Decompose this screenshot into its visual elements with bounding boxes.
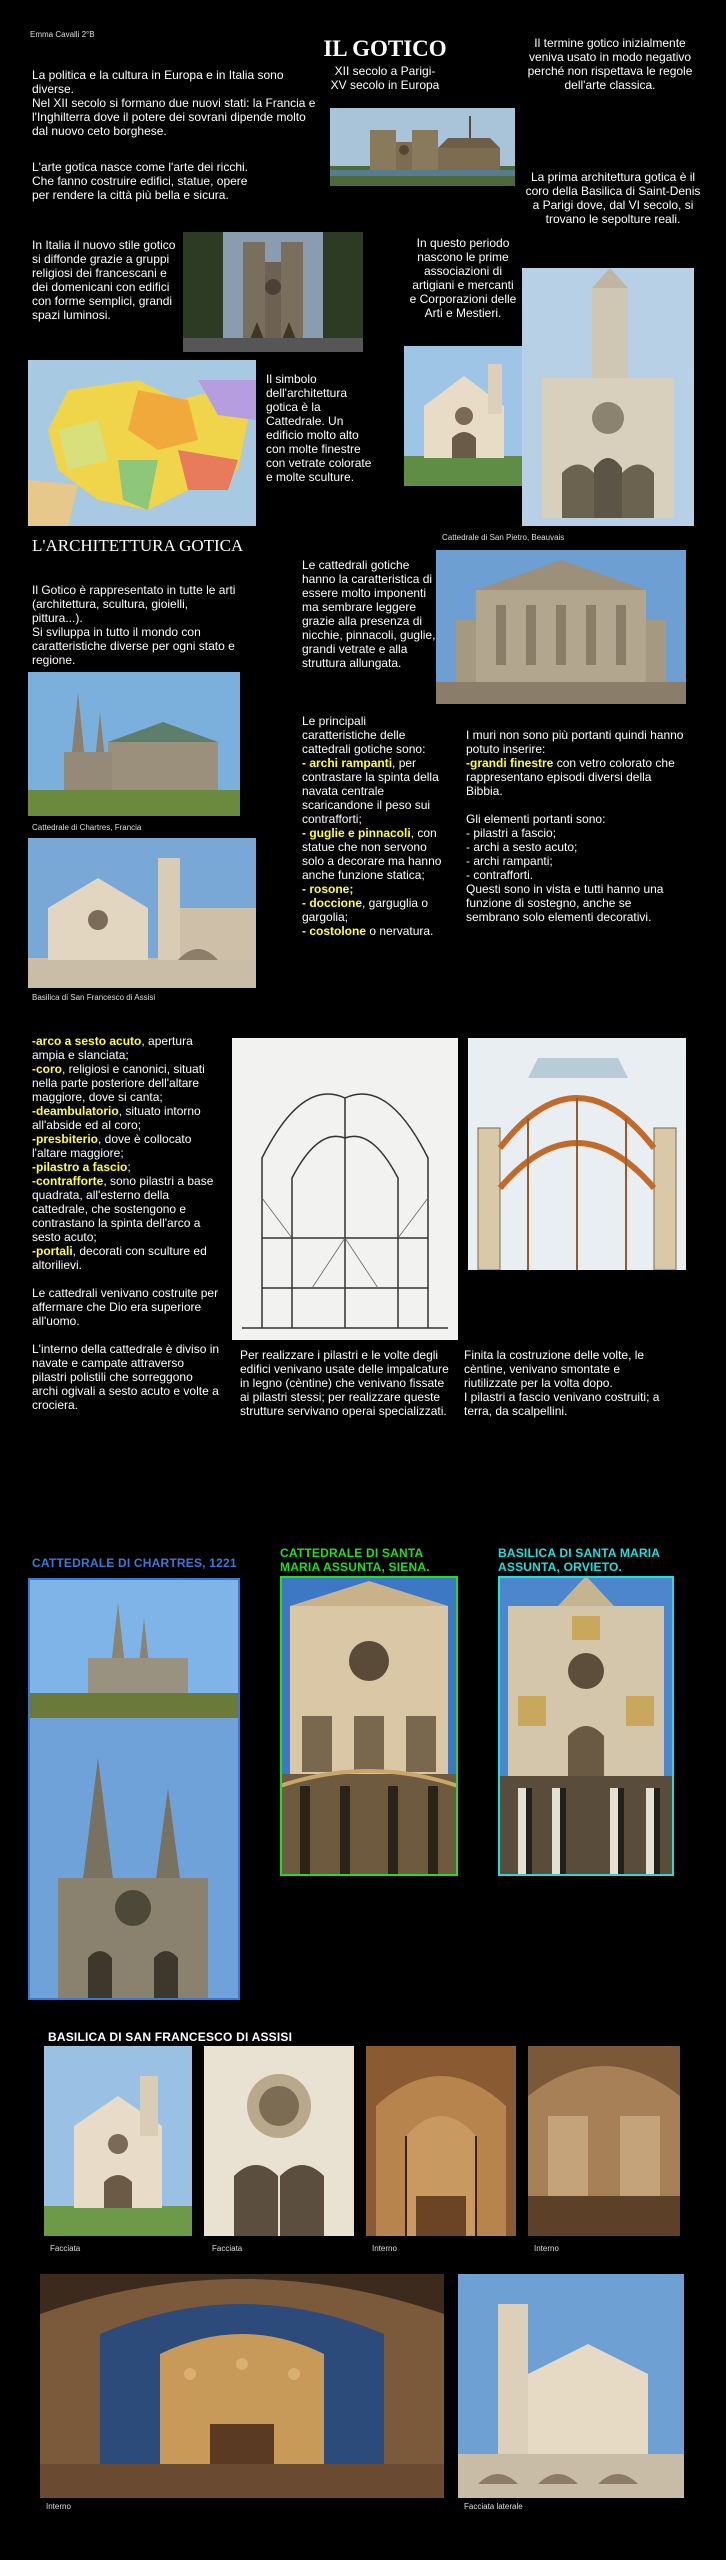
main-features: Le principali caratteristiche delle cattedrali gotiche sono: - archi rampanti, per contrastare la spinta della navata centrale scaricandone il peso sui contrafforti; - guglie e pinnacoli, con statue che non servono solo a decorare ma hanno anche funzione statica; - rosone; - doccione, garguglia o gargolia; - costolone o nervatura. [302,714,442,938]
chartres-frame [28,1578,240,2000]
glossary-list: -arco a sesto acuto, apertura ampia e slanciata; -coro, religiosi e canonici, situati nella parte posteriore dell'altare maggiore, dove si canta; -deambulatorio, situato intorno all'abside ed al coro; -presbiterio, dove è collocato l'altare maggiore; -pilastro a fascio; -contrafforte, sono pilastri a base quadrata, all'esterno della cattedrale, che sostengono e contrastano la spinta dell'arco a sesto acuto; -portali, decorati con sculture ed altorilievi. Le cattedrali venivano costruite per affermare che Dio era superiore all'uomo. L'interno della cattedrale è diviso in navate e campate attraverso pilastri polistili che sorreggono archi ogivali a sesto acuto e volte a crociera. [32,1034,222,1412]
siena-heading: CATTEDRALE DI SANTA MARIA ASSUNTA, SIENA. [280,1546,430,1574]
assisi-caption-4: Interno [534,2244,559,2253]
assisi-interior-1-photo [366,2046,516,2236]
list-item: -portali, decorati con sculture ed altorilievi. [32,1244,207,1272]
assisi-interior-2-photo [528,2046,680,2236]
beauvais-caption: Cattedrale di San Pietro, Beauvais [442,533,565,542]
intro-term: Il termine gotico inizialmente veniva usato in modo negativo perché non rispettava le regole dell'arte classica. [527,36,693,92]
assisi-nave-photo [40,2274,444,2498]
assisi-caption-2: Facciata [212,2244,243,2253]
list-item: -pilastro a fascio; [32,1160,131,1174]
architecture-heading: L'ARCHITETTURA GOTICA [32,536,244,555]
assisi-caption-5: Interno [46,2502,71,2511]
architecture-intro: Il Gotico è rappresentato in tutte le arti (architettura, scultura, gioielli, pittura...). Si sviluppa in tutto il mondo con caratteristiche diverse per ogni stato e regione. [32,583,236,667]
assisi-side-photo [458,2274,684,2498]
intro-politics: La politica e la cultura in Europa e in Italia sono diverse. Nel XII secolo si formano due nuovi stati: la Francia e l'Inghilterra dove il potere dei sovrani dipende molto dal nuovo ceto borghese. [32,68,316,138]
intro-italy: In Italia il nuovo stile gotico si diffonde grazie a gruppi religiosi dei francescani e dei domenicani con edifici con forme semplici, grandi spazi luminosi. [32,238,176,322]
intro-art: L'arte gotica nasce come l'arte dei ricchi. Che fanno costruire edifici, statue, opere per rendere la città più bella e sicura. [32,160,249,202]
list-item: - pilastri a fascio; [466,826,557,840]
orvieto-frame [498,1576,674,1876]
scaffold-drawing [232,1038,458,1340]
chartres-heading: CATTEDRALE DI CHARTRES, 1221 [32,1556,237,1570]
assisi-basilica-photo [28,838,256,988]
list-item: -contrafforte, sono pilastri a base quadrata, all'esterno della cattedrale, che sostengono e contrastano la spinta dell'arco a sesto acuto; [32,1174,214,1244]
beauvais-cathedral-photo [436,550,686,704]
orvieto-heading: BASILICA DI SANTA MARIA ASSUNTA, ORVIETO. [498,1546,660,1574]
author-label: Emma Cavalli 2°B [30,30,95,39]
europe-map [28,360,256,526]
assisi-caption-1: Facciata [50,2244,81,2253]
intro-period: In questo periodo nascono le prime associazioni di artigiani e mercanti e Corporazioni delle Arti e Mestieri. [409,236,517,320]
intro-symbol: Il simbolo dell'architettura gotica è la Cattedrale. Un edificio molto alto con molte finestre con vetrate colorate e molte sculture. [266,372,372,484]
walls-description: I muri non sono più portanti quindi hanno potuto inserire: -grandi finestre con vetro colorato che rappresentano episodi diversi della Bibbia. Gli elementi portanti sono: - pilastri a fascio; - archi a sesto acuto; - archi rampanti; - contrafforti. Questi sono in vista e tutti hanno una funzione di sostegno, anche se sembrano solo elementi decorativi. [466,728,688,924]
reims-cathedral-photo [183,232,363,352]
assisi-caption: Basilica di San Francesco di Assisi [32,993,156,1002]
assisi-facade-1-photo [44,2046,192,2236]
assisi-facade-photo [404,346,522,486]
list-item: - archi rampanti; [466,854,553,868]
list-item: - archi a sesto acuto; [466,840,578,854]
assisi-caption-6: Facciata laterale [464,2502,523,2511]
assisi-facade-2-photo [204,2046,354,2236]
intro-first: La prima architettura gotica è il coro della Basilica di Saint-Denis a Parigi dove, dal VI secolo, si trovano le sepolture reali. [525,170,701,226]
saint-denis-photo [522,268,694,526]
centering-description: Finita la costruzione delle volte, le cèntine, venivano smontate e riutilizzate per la volta dopo. I pilastri a fascio venivano costruiti; a terra, da scalpellini. [464,1348,660,1418]
chartres-photo [28,672,240,816]
list-item: -deambulatorio, situato intorno all'abside ed al coro; [32,1104,201,1132]
page-title: IL GOTICO [323,36,447,61]
list-item: -coro, religiosi e canonici, situati nella parte posteriore dell'altare maggiore, dove si canta; [32,1062,205,1104]
assisi-caption-3: Interno [372,2244,397,2253]
siena-frame [280,1576,458,1876]
list-item: - contrafforti. [466,868,534,882]
page-subtitle: XII secolo a Parigi- XV secolo in Europa [330,64,440,92]
list-item: -presbiterio, dove è collocato l'altare maggiore; [32,1132,192,1160]
list-item: -arco a sesto acuto, apertura ampia e slanciata; [32,1034,193,1062]
assisi-heading: BASILICA DI SAN FRANCESCO DI ASSISI [48,2030,293,2044]
chartres-caption: Cattedrale di Chartres, Francia [32,823,142,832]
cathedrals-description: Le cattedrali gotiche hanno la caratteristica di essere molto imponenti ma sembrare leggere grazie alla presenza di nicchie, pinnacoli, guglie, grandi vetrate e alla struttura allungata. [302,558,436,670]
scaffold-description: Per realizzare i pilastri e le volte degli edifici venivano usate delle impalcature in legno (cèntine) che venivano fissate ai pilastri stessi; per realizzare queste strutture servivano operai specializzati. [240,1348,449,1418]
centering-drawing [468,1038,686,1270]
notre-dame-photo [330,108,515,186]
bearing-list [466,826,688,882]
